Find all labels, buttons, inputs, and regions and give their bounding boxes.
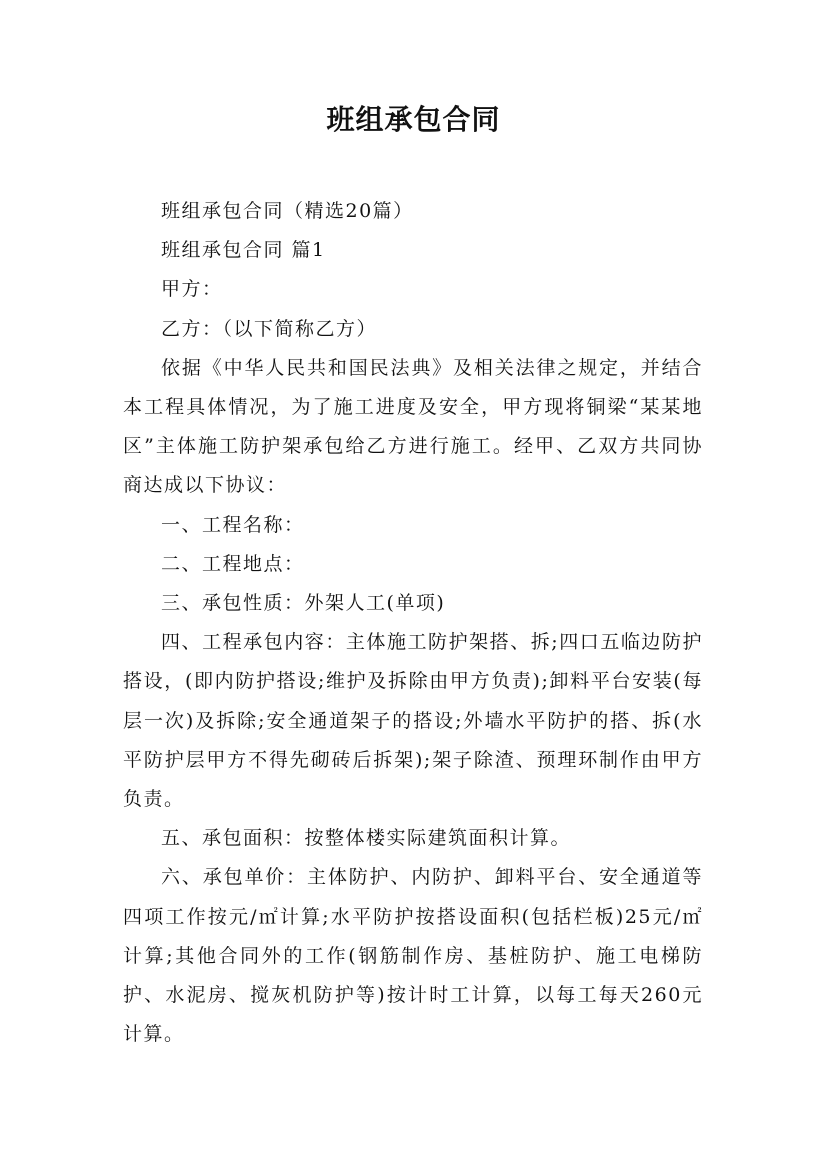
paragraph-project-name: 一、工程名称： [161, 513, 305, 536]
paragraph-subtitle: 班组承包合同（精选20篇） [161, 200, 414, 222]
document-body [123, 192, 703, 1054]
paragraph-unit-price: 六、承包单价：主体防护、内防护、卸料平台、安全通道等四项工作按元/㎡计算;水平防护按搭设面积(包括栏板)25元/㎡计算;其他合同外的工作(钢筋制作房、基桩防护、施工电梯防护、水泥房、搅灰机防护等)按计时工计算，以每工每天260元计算。 [123, 866, 703, 1046]
paragraph-contract-scope: 四、工程承包内容：主体施工防护架搭、拆;四口五临边防护搭设，(即内防护搭设;维护及拆除由甲方负责);卸料平台安装(每层一次)及拆除;安全通道架子的搭设;外墙水平防护的搭、拆(水平防护层甲方不得先砌砖后拆架);架子除渣、预理环制作由甲方负责。 [123, 631, 703, 811]
paragraph-section-heading: 班组承包合同 篇1 [161, 239, 326, 262]
paragraph-contract-nature: 三、承包性质：外架人工(单项) [161, 592, 446, 615]
paragraph-preamble: 依据《中华人民共和国民法典》及相关法律之规定，并结合本工程具体情况，为了施工进度及安全，甲方现将铜梁“某某地区”主体施工防护架承包给乙方进行施工。经甲、乙双方共同协商达成以下协议： [123, 356, 703, 497]
document-title: 班组承包合同 [326, 103, 501, 136]
paragraph-party-a: 甲方： [161, 278, 223, 301]
paragraph-project-location: 二、工程地点： [161, 552, 305, 575]
paragraph-contract-area: 五、承包面积：按整体楼实际建筑面积计算。 [161, 827, 572, 850]
paragraph-party-b: 乙方：（以下简称乙方） [161, 317, 378, 340]
